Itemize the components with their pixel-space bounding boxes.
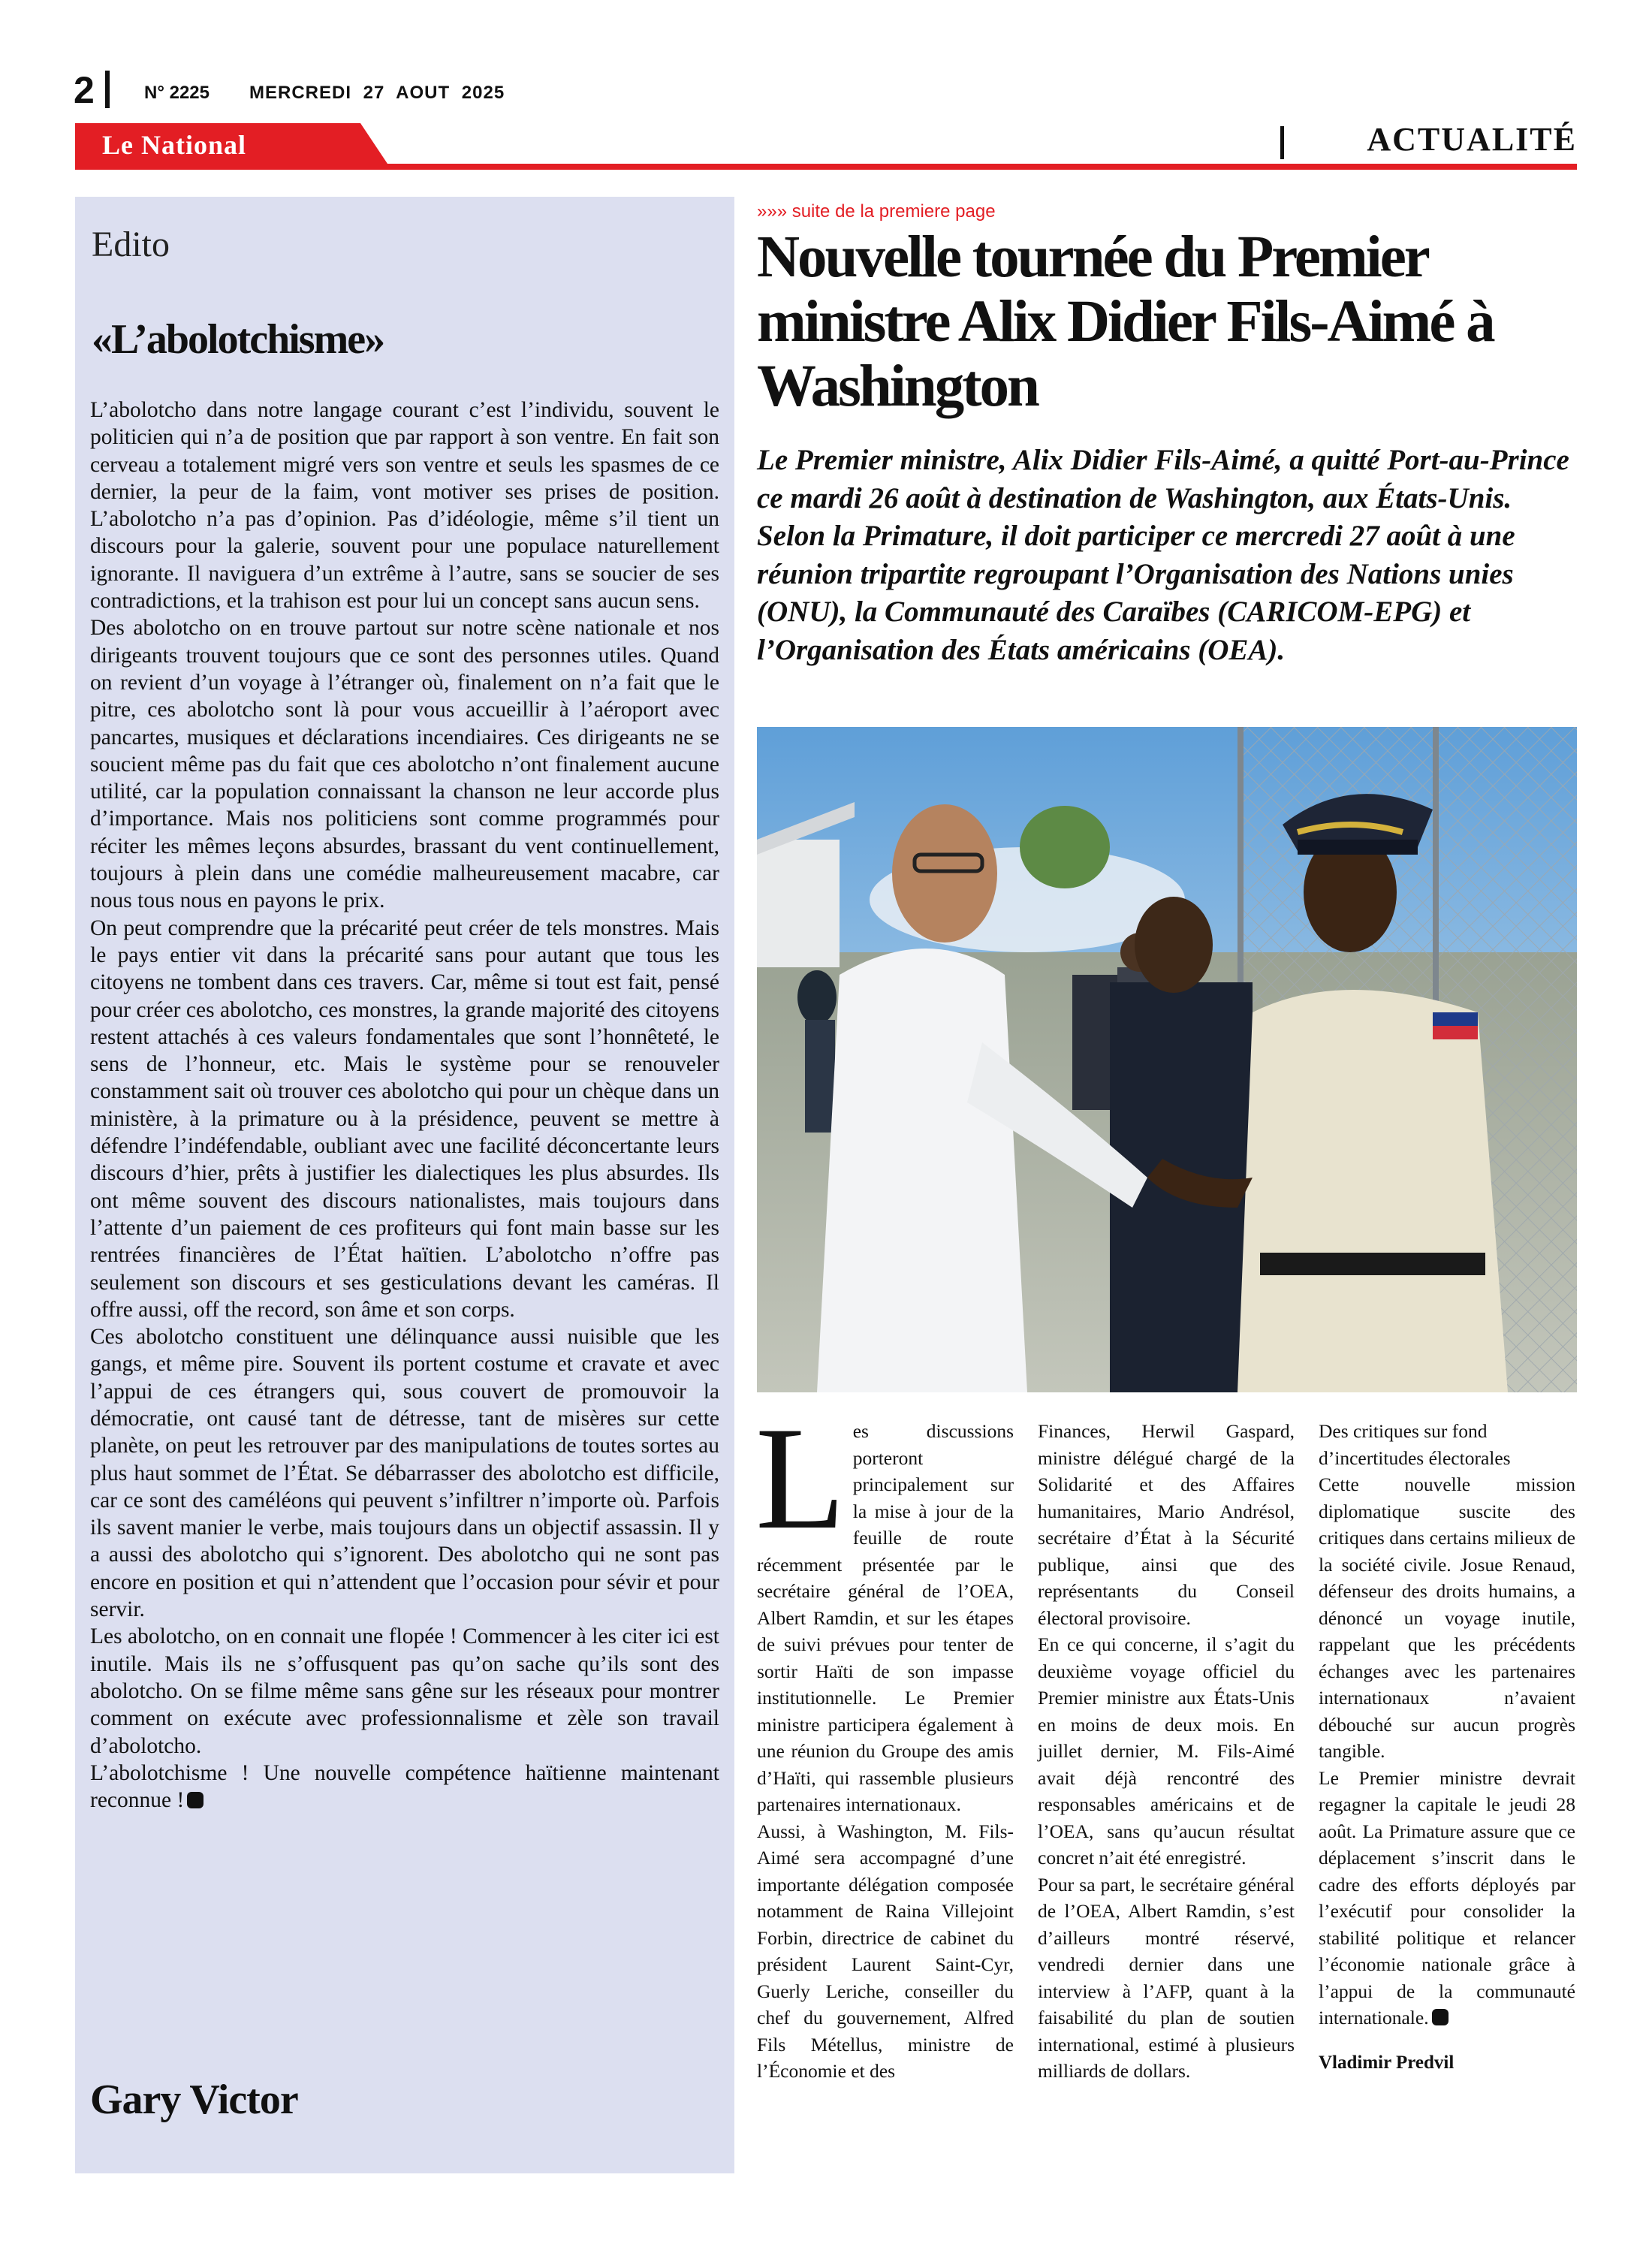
- article-column-1: [755, 1397, 1014, 2085]
- edito-paragraph: On peut comprendre que la précarité peut créer de tels monstres. Mais le pays entier vit dans la précarité sans pour autant que tous les citoyens ne tombent dans ces travers. Car, même si tout est fait, pensé pour créer ces abolotcho, ces monstres, la grande majorité des citoyens restent attachés à ces valeurs fondamentales que sont l’honnêteté, le sens de l’honneur, etc. Mais le système pour se renouveler constamment sait où trouver ces abolotcho qui pour un chèque dans un ministère, à la primature ou à la présidence, peuvent se mettre à défendre l’indéfendable, oubliant avec une facilité déconcertante leurs discours d’hier, prêts à justifier les dialectiques les plus absurdes. Ils ont même souvent des discours nationalistes, mais toujours dans l’attente d’un paiement de ces profiteurs qui font main basse sur les rentrées financières de l’État haïtien. L’abolotcho n’offre pas seulement son discours et ses gesticulations devant les caméras. Il offre aussi, off the record, son âme et son corps.: [90, 915, 719, 1322]
- issue-number: N° 2225: [144, 83, 210, 103]
- article-paragraph: Aussi, à Washington, M. Fils-Aimé sera accompagné d’une importante délégation composée notamment de Raina Villejoint Forbin, directrice de cabinet du président Laurent Saint-Cyr, Guerly Leriche, conseiller du chef du gouvernement, Alfred Fils Métellus, ministre de l’Économie et des: [757, 1820, 1014, 2082]
- article-text: Le Premier ministre devrait regagner la capitale le jeudi 28 août. La Primature assure que ce déplacement s’inscrit dans le cadre des efforts déployés par l’exécutif pour consolider la stabilité politique et relancer l’économie nationale grâce à l’appui de la communauté internationale.: [1319, 1766, 1575, 2028]
- edito-signature: Gary Victor: [90, 2077, 298, 2123]
- edito-paragraph: Les abolotcho, on en connait une flopée ! Commencer à les citer ici est inutile. Mais ils ne s’offusquent pas qu’on sache qu’ils sont des abolotcho. On se filme même sans gêne sur les réseaux pour montrer comment on exécute avec professionnalisme et zèle son travail d’abolotcho.: [90, 1624, 719, 1758]
- photo-person: [797, 970, 837, 1024]
- article-author: Vladimir Predvil: [1319, 2052, 1455, 2073]
- section-title: ACTUALITÉ: [1367, 121, 1577, 158]
- article-paragraph: [755, 1397, 1014, 1818]
- page-number-divider: [105, 71, 110, 108]
- photo-flag-patch-red: [1433, 1026, 1478, 1039]
- end-mark-icon: [187, 1792, 203, 1808]
- photo-prime-minister-head: [892, 804, 997, 943]
- photo-person-body: [805, 1020, 835, 1133]
- article-headline: Nouvelle tournée du Premier ministre Alix Didier Fils-Aimé à Washington: [757, 225, 1494, 419]
- article-column-3: [1319, 1418, 1575, 2076]
- article-column-2: [1038, 1418, 1295, 2085]
- edito-closing: [90, 1760, 719, 1814]
- edito-closing-text: L’abolotchisme ! Une nouvelle compétence haïtienne maintenant reconnue !: [90, 1760, 719, 1813]
- article-paragraph: En ce qui concerne, il s’agit du deuxième voyage officiel du Premier ministre aux États-Unis en moins de deux mois. En juillet dernier, M. Fils-Aimé avait déjà rencontré des responsables américains et de l’OEA, sans qu’aucun résultat concret n’ait été enregistré.: [1038, 1633, 1295, 1868]
- edito-paragraph: Ces abolotcho constituent une délinquance aussi nuisible que les gangs, et même pire. Souvent ils portent costume et cravate et avec l’appui de ces étrangers qui, sous couvert de promouvoir la démocratie, ont causé tant de détresse, tant de misères sur cette planète, on peut les retrouver par des manipulations de toutes sortes au plus haut sommet de l’État. Se débarrasser des abolotcho est difficile, car ce sont des caméléons qui peuvent s’infiltrer n’importe où. Parfois ils savent manier le verbe, mais toujours dans un objectif assassin. Il y a aussi des abolotcho qui s’ignorent. Des abolotcho qui ne sont pas encore en position et qui n’attendent que l’occasion pour sévir et pour servir.: [90, 1325, 719, 1622]
- article-paragraph: Pour sa part, le secrétaire général de l’OEA, Albert Ramdin, s’est d’ailleurs montré réservé, vendredi dernier dans une interview à l’AFP, quant à la faisabilité du plan de soutien international, estimé à plusieurs milliards de dollars.: [1038, 1873, 1295, 2082]
- edito-title: «L’abolotchisme»: [92, 316, 384, 363]
- header-rule: [75, 164, 1577, 170]
- article-subhead: Des critiques sur fond d’incertitudes électorales: [1319, 1420, 1511, 1469]
- article-paragraph: Finances, Herwil Gaspard, ministre délégué chargé de la Solidarité et des Affaires humanitaires, Mario Andrésol, secrétaire d’État à la Sécurité publique, ainsi que des représentants du Conseil électoral provisoire.: [1038, 1420, 1295, 1629]
- article-paragraph: Cette nouvelle mission diplomatique suscite des critiques dans certains milieux de la société civile. Josue Renaud, défenseur des droits humains, a dénoncé un voyage inutile, rappelant que les précédents échanges avec les partenaires internationaux n’avaient débouché sur aucun progrès tangible.: [1319, 1473, 1575, 1762]
- article-paragraph: [1319, 1765, 1575, 2031]
- edito-body: [90, 397, 719, 1814]
- brand-name: Le National: [102, 130, 247, 160]
- edito-paragraph: Des abolotcho on en trouve partout sur notre scène nationale et nos dirigeants trouvent toujours que ce sont des personnes utiles. Quand on revient d’un voyage à l’étranger où, finalement on n’a fait que le pitre, ces abolotcho sont là pour vous accueillir à l’aéroport avec pancartes, musiques et déclarations incendiaires. Ces dirigeants ne se soucient même pas du fait que ces abolotcho n’ont finalement aucune utilité, car la population connaissant la chanson ne leur accorde plus d’importance. Mais nos politiciens sont comme programmés pour réciter les mêmes leçons absurdes, brassant du vent continuellement, toujours à plein dans une comédie malheureusement macabre, car nous tous nous en payons le prix.: [90, 616, 719, 913]
- photo-officer-uniform: [1237, 990, 1508, 1392]
- photo-tree: [1020, 806, 1110, 888]
- article-photo: [757, 727, 1577, 1392]
- page-number: 2: [74, 69, 95, 111]
- edito-kicker: Edito: [92, 225, 170, 264]
- photo-building: [757, 840, 840, 967]
- photo-officer-belt: [1260, 1253, 1485, 1275]
- photo-officer-cap-visor: [1298, 840, 1418, 855]
- article-lead: Le Premier ministre, Alix Didier Fils-Aimé, a quitté Port-au-Prince ce mardi 26 août à destination de Washington, aux États-Unis. Selon la Primature, il doit participer ce mercredi 27 août à une réunion tripartite regroupant l’Organisation des Nations unies (ONU), la Communauté des Caraïbes (CARICOM-EPG) et l’Organisation des États américains (OEA).: [757, 444, 1569, 666]
- end-mark-icon: [1432, 2009, 1449, 2025]
- continued-note: »»» suite de la premiere page: [757, 201, 996, 222]
- drop-cap: L: [755, 1397, 846, 1560]
- article-text: es discussions porteront principalement sur la mise à jour de la feuille de route récemment présentée par le secrétaire général de l’OEA, Albert Ramdin, et sur les étapes de suivi prévues pour tenter de sortir Haïti de son impasse institutionnelle. Le Premier ministre participera également à une réunion du Groupe des amis d’Haïti, qui rassemble plusieurs partenaires internationaux.: [757, 1420, 1014, 1815]
- edito-paragraph: L’abolotcho dans notre langage courant c’est l’individu, souvent le politicien qui n’a de position que par rapport à son ventre. En fait son cerveau a totalement migré vers son ventre et seuls les spasmes de ce dernier, la peur de la faim, vont motiver ses prises de position. L’abolotcho n’a pas d’opinion. Pas d’idéologie, même s’il tient un discours pour la galerie, souvent pour une populace naturellement ignorante. Il naviguera d’un extrême à l’autre, sans se soucier de ses contradictions, et la trahison est pour lui un concept sans aucun sens.: [90, 398, 719, 614]
- issue-date: MERCREDI 27 AOUT 2025: [249, 83, 505, 103]
- photo-official-head: [1135, 897, 1213, 993]
- section-divider: [1280, 126, 1284, 159]
- photo-prime-minister-shirt: [817, 949, 1027, 1392]
